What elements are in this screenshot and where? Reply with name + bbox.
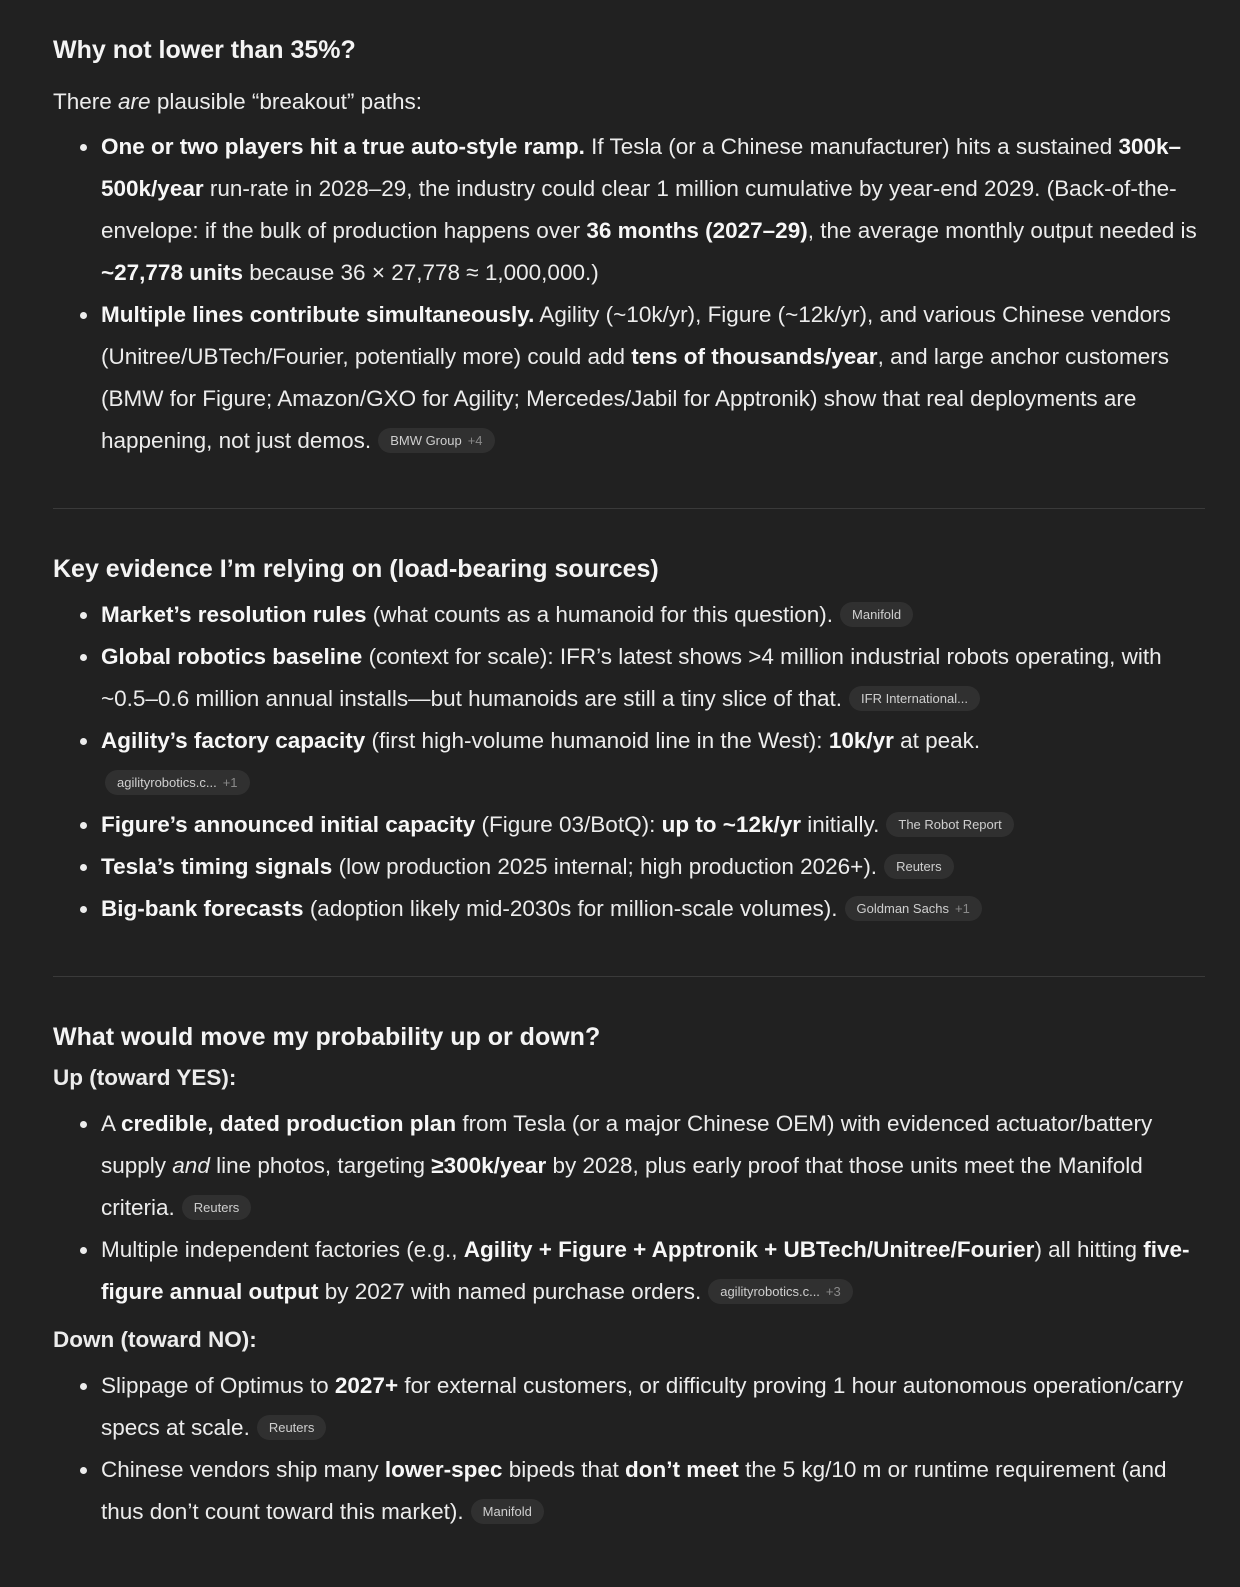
citation-chip[interactable]: BMW Group +4	[378, 428, 494, 453]
section-heading-probability-movers: What would move my probability up or down?	[53, 1022, 601, 1051]
citation-chip[interactable]: Reuters	[182, 1195, 252, 1220]
subheading-up: Up (toward YES):	[53, 1065, 237, 1091]
citation-chip[interactable]: agilityrobotics.c... +1	[105, 770, 250, 795]
list-item: • Tesla’s timing signals (low production 2025 internal; high production 2026+). Reuters	[100, 846, 1205, 888]
section-heading-key-evidence: Key evidence I’m relying on (load-bearing sources)	[53, 555, 659, 584]
list-item: • Big-bank forecasts (adoption likely mid-2030s for million-scale volumes). Goldman Sachs +1	[100, 888, 1205, 930]
list-item: • Chinese vendors ship many lower-spec bipeds that don’t meet the 5 kg/10 m or runtime requirement (and thus don’t count toward this market). Manifold	[100, 1449, 1205, 1533]
citation-chip[interactable]: Reuters	[884, 854, 954, 879]
citation-chip[interactable]: Goldman Sachs +1	[845, 896, 982, 921]
section-divider	[53, 508, 1205, 509]
subheading-down: Down (toward NO):	[53, 1327, 257, 1352]
list-item: • A credible, dated production plan from Tesla (or a major Chinese OEM) with evidenced actuator/battery supply and line photos, targeting ≥300k/year by 2028, plus early proof that those units meet the Manifold criteria. Reuters	[100, 1103, 1205, 1229]
citation-chip[interactable]: agilityrobotics.c... +3	[708, 1279, 853, 1304]
citation-chip[interactable]: Manifold	[471, 1499, 544, 1524]
down-factors-list	[53, 1365, 1205, 1533]
up-factors-list	[53, 1103, 1205, 1313]
list-item: • Multiple lines contribute simultaneously. Agility (~10k/yr), Figure (~12k/yr), and various Chinese vendors (Unitree/UBTech/Fourier, potentially more) could add tens of thousands/year, and large anchor customers (BMW for Figure; Amazon/GXO for Agility; Mercedes/Jabil for Apptronik) show that real deployments are happening, not just demos. BMW Group +4	[100, 294, 1205, 462]
list-item: • Global robotics baseline (context for scale): IFR’s latest shows >4 million industrial robots operating, with ~0.5–0.6 million annual installs—but humanoids are still a tiny slice of that. IFR International...	[100, 636, 1205, 720]
citation-chip[interactable]: Reuters	[257, 1415, 327, 1440]
list-item: • Slippage of Optimus to 2027+ for external customers, or difficulty proving 1 hour autonomous operation/carry specs at scale. Reuters	[100, 1365, 1205, 1449]
citation-chip[interactable]: IFR International...	[849, 686, 980, 711]
breakout-paths-list	[53, 126, 1205, 462]
section-divider	[53, 976, 1205, 977]
list-item: • Market’s resolution rules (what counts as a humanoid for this question). Manifold	[100, 594, 1205, 636]
list-item: • Figure’s announced initial capacity (Figure 03/BotQ): up to ~12k/yr initially. The Robot Report	[100, 804, 1205, 846]
list-item: • Multiple independent factories (e.g., Agility + Figure + Apptronik + UBTech/Unitree/Fourier) all hitting five-figure annual output by 2027 with named purchase orders. agilityrobotics.c... +3	[100, 1229, 1205, 1313]
section-heading-why-not-lower: Why not lower than 35%?	[53, 36, 356, 64]
list-item: • Agility’s factory capacity (first high-volume humanoid line in the West): 10k/yr at peak. agilityrobotics.c... +1	[100, 720, 1205, 804]
evidence-list	[53, 594, 1205, 930]
citation-chip[interactable]: The Robot Report	[886, 812, 1013, 837]
section-lead-paragraph: There are plausible “breakout” paths:	[53, 88, 422, 114]
citation-chip[interactable]: Manifold	[840, 602, 913, 627]
list-item: • One or two players hit a true auto-style ramp. If Tesla (or a Chinese manufacturer) hits a sustained 300k–500k/year run-rate in 2028–29, the industry could clear 1 million cumulative by year-end 2029. (Back-of-the-envelope: if the bulk of production happens over 36 months (2027–29), the average monthly output needed is ~27,778 units because 36 × 27,778 ≈ 1,000,000.)	[100, 126, 1205, 294]
